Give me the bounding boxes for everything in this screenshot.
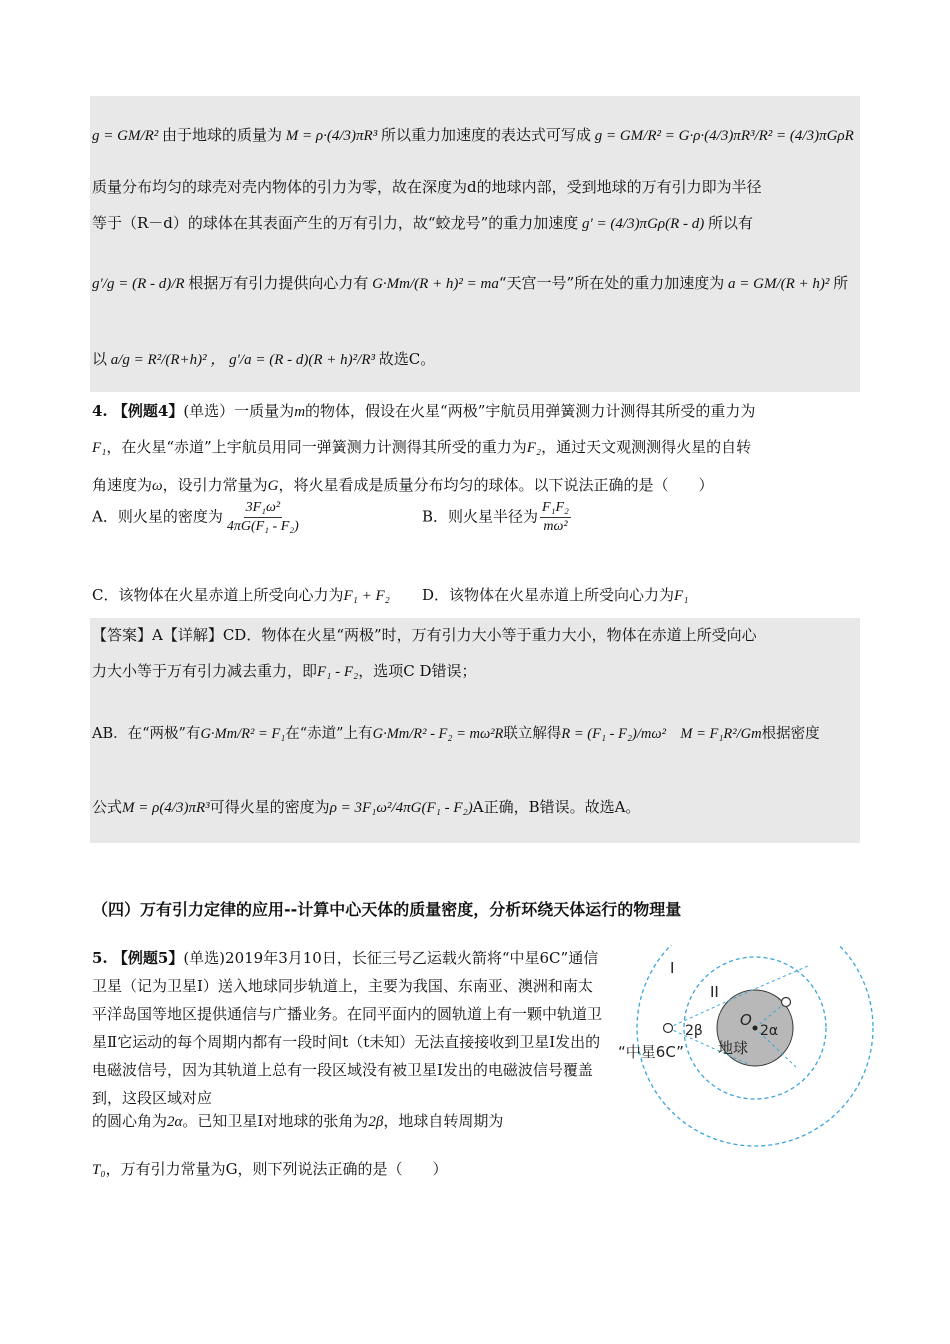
var: G <box>267 478 279 494</box>
formula: F₁ - F₂ <box>317 664 359 680</box>
formula: g′/g = (R - d)/R <box>92 276 189 292</box>
formula: M = ρ(4/3)πR³ <box>122 800 210 816</box>
text: 公式 <box>92 798 123 816</box>
text: 所 <box>833 274 849 292</box>
var: F₁ <box>92 440 107 456</box>
text: “天宫一号”所在处的重力加速度为 <box>498 274 725 292</box>
text: 故选C。 <box>378 350 436 368</box>
denominator: mω² <box>543 519 568 534</box>
numerator: 3F₁ω² <box>244 500 283 518</box>
formula: G·Mm/(R + h)² = ma <box>368 276 499 292</box>
option-label: D．该物体在火星赤道上所受向心力为 <box>422 586 675 604</box>
var: T₀ <box>92 1162 106 1178</box>
var: F₂ <box>526 440 542 456</box>
label-earth: 地球 <box>718 1039 749 1057</box>
formula: a/g = R²/(R+h)² ， g′/a = (R - d)(R + h)²/R³ <box>107 352 379 368</box>
formula: R = (F₁ - F₂)/mω² <box>561 726 666 742</box>
option-label: B．则火星半径为 <box>422 507 539 526</box>
formula: g = GM/R² <box>92 128 163 144</box>
text: 角速度为 <box>92 476 153 494</box>
solution-line-4 <box>92 272 848 293</box>
formula: a = GM/(R + h)² <box>724 276 834 292</box>
question5-line-angle <box>92 1110 503 1131</box>
answer-line-4 <box>92 796 640 817</box>
text: AB．在“两极”有 <box>92 726 201 742</box>
option-label: A．则火星的密度为 <box>92 507 223 526</box>
formula: G·Mm/R² - F₂ = mω²R <box>372 726 504 742</box>
text: ，设引力常量为 <box>162 476 268 494</box>
label-satellite: “中星6C” <box>618 1043 684 1061</box>
text: 联立解得 <box>503 726 562 742</box>
text: 在“赤道”上有 <box>285 726 373 742</box>
question5-text <box>92 944 602 1112</box>
answer-line-1: 【答案】A【详解】CD．物体在火星“两极”时，万有引力大小等于重力大小，物体在赤道上所受向心 <box>92 626 757 644</box>
question4-line-1 <box>92 400 755 421</box>
var: 2β <box>368 1114 384 1130</box>
text: 由于地球的质量为 <box>162 126 283 144</box>
text: 力大小等于万有引力减去重力，即 <box>92 662 318 680</box>
solution-line-1 <box>92 124 854 145</box>
formula: ρ = 3F₁ω²/4πG(F₁ - F₂) <box>329 800 473 816</box>
question4-line-3 <box>92 474 713 495</box>
text: 根据密度 <box>761 726 820 742</box>
formula: g = GM/R² = G·ρ·(4/3)πR³/R² = (4/3)πGρR <box>590 128 854 144</box>
text: ，选项C D错误； <box>358 662 477 680</box>
text: ，通过天文观测测得火星的自转 <box>541 438 752 456</box>
formula: g′ = (4/3)πGρ(R - d) <box>578 216 709 232</box>
orbit-diagram <box>610 945 910 1175</box>
answer-line-3 <box>92 722 820 743</box>
label-orbit-II: II <box>710 983 719 1001</box>
question-number: 5. 【例题5】 <box>92 949 184 967</box>
numerator: F₁F₂ <box>540 500 571 518</box>
label-orbit-I: I <box>670 959 675 977</box>
text: 所以有 <box>708 214 754 232</box>
text: 以 <box>92 350 108 368</box>
question-number: 4. 【例题4】 <box>92 402 184 420</box>
label-2beta: 2β <box>685 1023 703 1039</box>
text: 等于（R－d）的球体在其表面产生的万有引力，故“蛟龙号”的重力加速度 <box>92 214 579 232</box>
option-label: C．该物体在火星赤道上所受向心力为 <box>92 586 344 604</box>
solution-line-5 <box>92 348 435 369</box>
formula: F₁ + F₂ <box>343 588 390 604</box>
text: 所以重力加速度的表达式可写成 <box>380 126 591 144</box>
label-center-O: O <box>740 1011 752 1029</box>
var: m <box>294 404 306 420</box>
solution-line-2: 质量分布均匀的球壳对壳内物体的引力为零，故在深度为d的地球内部，受到地球的万有引力即为半径 <box>92 178 762 196</box>
question4-line-2 <box>92 436 751 457</box>
label-2alpha: 2α <box>760 1023 779 1039</box>
var: 2α <box>167 1114 183 1130</box>
text: (单选)2019年3月10日，长征三号乙运载火箭将“中星6C”通信卫星（记为卫星Ⅰ）送入地球同步轨道上，主要为我国、东南亚、澳洲和南太平洋岛国等地区提供通信与广播业务。在同平面内的圆轨道上有一颗中轨道卫星Ⅱ它运动的每个周期内都有一段时间t（t未知）无法直接接收到卫星Ⅰ发出的电磁波信号，因为其轨道上总有一段区域没有被卫星Ⅰ发出的电磁波信号覆盖到，这段区域对应 <box>92 949 603 1107</box>
option-b[interactable] <box>422 500 573 535</box>
fraction <box>540 500 571 535</box>
text: 可得火星的密度为 <box>209 798 330 816</box>
text: 。已知卫星Ⅰ对地球的张角为 <box>182 1112 369 1130</box>
formula: M = F₁R²/Gm <box>680 726 762 742</box>
formula: F₁ <box>674 588 689 604</box>
solution-line-3 <box>92 212 753 233</box>
text: ，在火星“赤道”上宇航员用同一弹簧测力计测得其所受的重力为 <box>106 438 527 456</box>
fraction <box>225 500 301 535</box>
option-a[interactable] <box>92 500 303 535</box>
option-c[interactable] <box>92 584 390 605</box>
satellite-I <box>664 1024 673 1033</box>
text: 根据万有引力提供向心力有 <box>188 274 369 292</box>
text: 的圆心角为 <box>92 1112 168 1130</box>
satellite-II <box>782 998 791 1007</box>
tangent-extension <box>750 966 808 991</box>
text: (单选）一质量为 <box>183 402 295 420</box>
denominator: 4πG(F₁ - F₂) <box>226 519 299 534</box>
center-point <box>753 1026 758 1031</box>
section-heading: （四）万有引力定律的应用--计算中心天体的质量密度，分析环绕天体运行的物理量 <box>92 900 682 919</box>
formula: M = ρ·(4/3)πR³ <box>282 128 381 144</box>
var: ω <box>152 478 163 494</box>
text: A正确，B错误。故选A。 <box>472 798 641 816</box>
text: ，万有引力常量为G，则下列说法正确的是（ ） <box>105 1160 448 1178</box>
option-d[interactable] <box>422 584 688 605</box>
text: ，将火星看成是质量分布均匀的球体。以下说法正确的是（ ） <box>278 476 714 494</box>
formula: G·Mm/R² = F₁ <box>200 726 286 742</box>
answer-line-2 <box>92 660 477 681</box>
question5-line-period <box>92 1158 448 1179</box>
text: ，地球自转周期为 <box>383 1112 504 1130</box>
text: 的物体，假设在火星“两极”宇航员用弹簧测力计测得其所受的重力为 <box>305 402 756 420</box>
